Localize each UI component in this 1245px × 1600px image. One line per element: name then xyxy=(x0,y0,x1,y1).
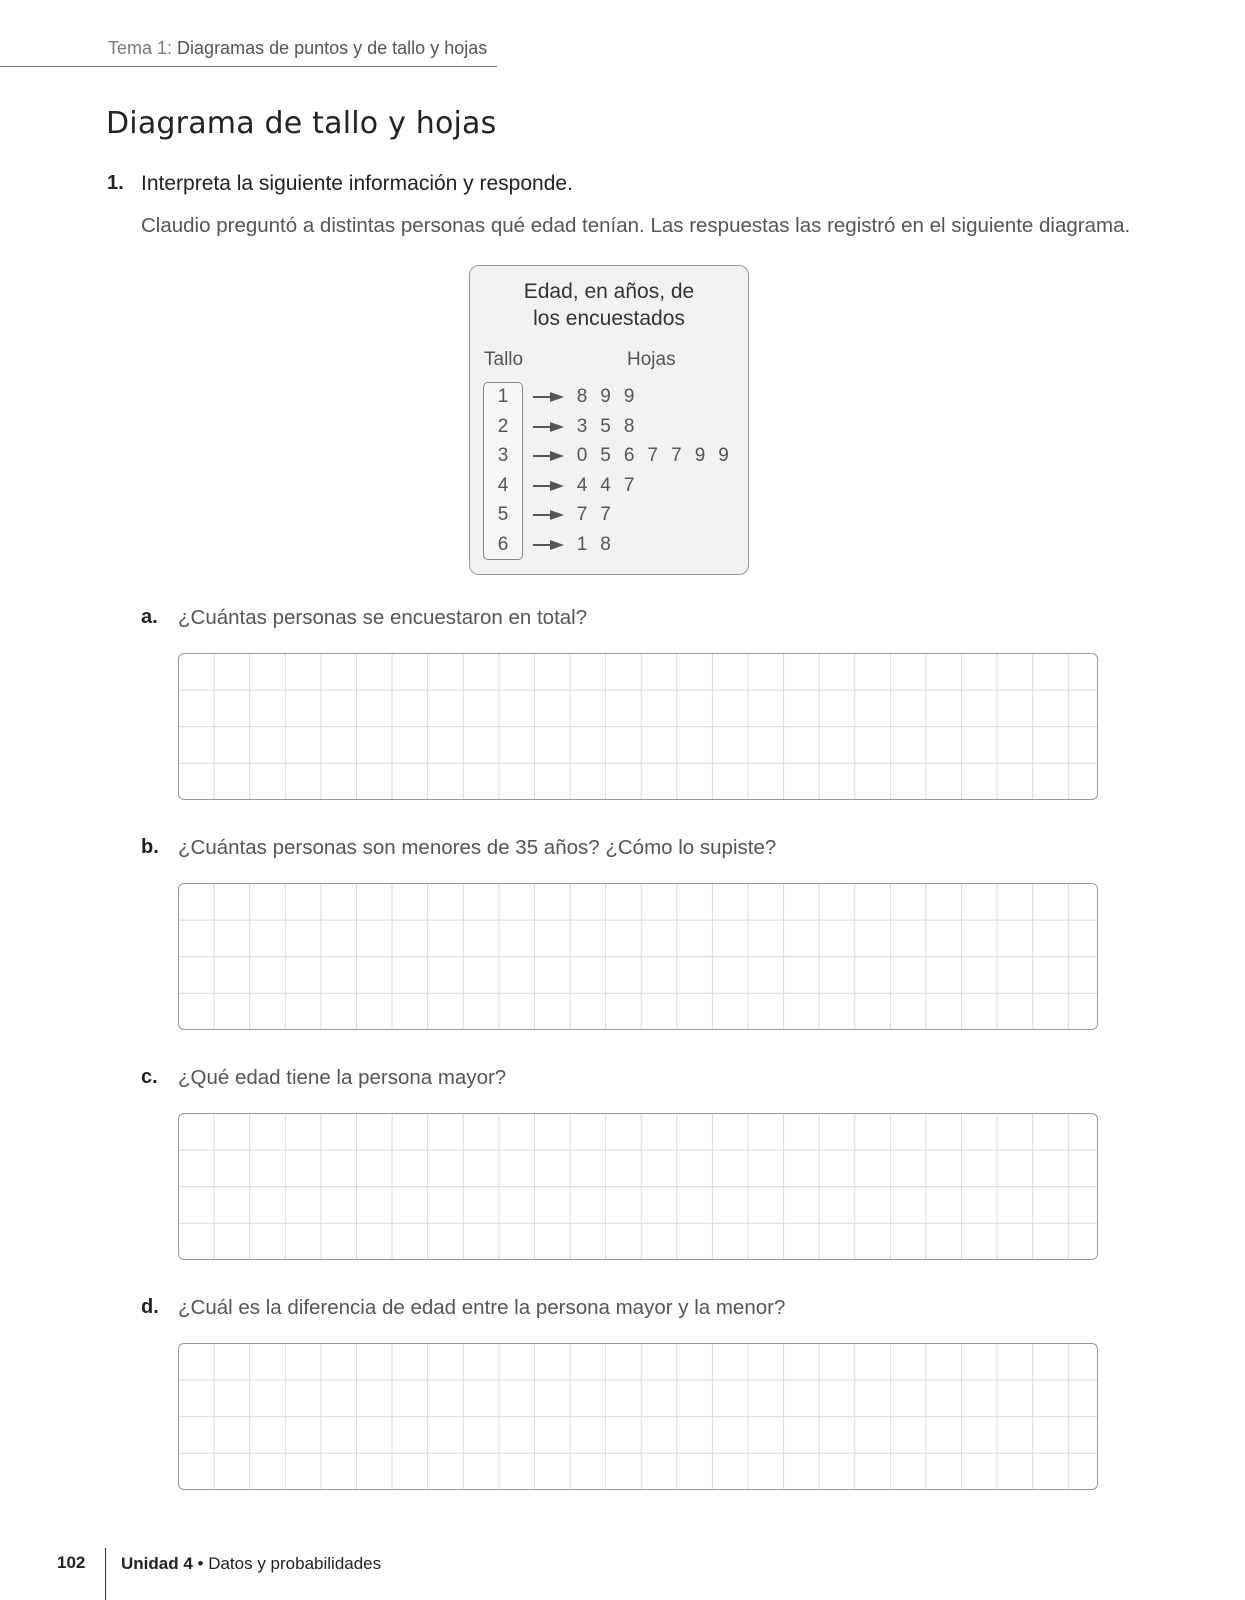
leaf-value: 0 xyxy=(576,445,588,467)
header-tema-label: Tema 1: xyxy=(108,38,173,58)
subquestion-letter: d. xyxy=(141,1296,159,1318)
leaf-value: 4 xyxy=(600,474,611,496)
leaf-value: 9 xyxy=(694,445,706,467)
footer-unit xyxy=(121,1554,381,1574)
footer-unit-title: Datos y probabilidades xyxy=(208,1554,382,1573)
stem-row xyxy=(470,412,748,442)
arrow-right-icon xyxy=(532,480,566,492)
arrow-right-icon xyxy=(532,391,566,403)
leaf-value: 4 xyxy=(576,474,588,496)
arrow-right-icon xyxy=(532,421,566,433)
leaf-value: 7 xyxy=(671,445,682,467)
diagram-title-line2: los encuestados xyxy=(533,307,685,330)
subquestion-letter: a. xyxy=(141,606,158,628)
subquestion-text: ¿Cuántas personas son menores de 35 años? ¿Cómo lo supiste? xyxy=(178,836,777,859)
running-header xyxy=(108,38,487,59)
leaf-value: 9 xyxy=(600,386,611,407)
subquestion-text: ¿Cuál es la diferencia de edad entre la persona mayor y la menor? xyxy=(178,1296,786,1319)
stem-value: 2 xyxy=(497,415,509,437)
diagram-title-line1: Edad, en años, de xyxy=(523,280,695,303)
leaf-value: 3 xyxy=(576,415,588,437)
question-instruction: Interpreta la siguiente información y responde. xyxy=(141,172,573,195)
leaf-value: 6 xyxy=(623,445,635,467)
stem-value: 4 xyxy=(497,474,509,496)
subquestion-text: ¿Qué edad tiene la persona mayor? xyxy=(178,1066,507,1089)
footer-divider xyxy=(105,1548,106,1600)
leaf-value: 7 xyxy=(600,504,611,526)
answer-grid[interactable] xyxy=(178,1113,1098,1260)
diagram-title xyxy=(470,278,748,332)
footer-unit-label: Unidad 4 xyxy=(121,1554,193,1573)
leaf-value: 1 xyxy=(576,534,588,555)
arrow-right-icon xyxy=(532,450,566,462)
answer-grid[interactable] xyxy=(178,653,1098,800)
leaf-value: 9 xyxy=(718,445,729,467)
stem-row xyxy=(470,441,748,471)
leaf-value: 5 xyxy=(600,445,611,467)
leaf-column-label: Hojas xyxy=(627,349,676,370)
stem-row xyxy=(470,530,748,560)
stem-column-label: Tallo xyxy=(484,349,524,370)
stem-value: 5 xyxy=(497,504,509,526)
stem-value: 3 xyxy=(497,445,509,467)
stem-row xyxy=(470,500,748,530)
leaf-value: 7 xyxy=(647,445,659,467)
subquestion-text: ¿Cuántas personas se encuestaron en total? xyxy=(178,606,588,629)
stem-row xyxy=(470,471,748,501)
answer-grid[interactable] xyxy=(178,883,1098,1030)
subquestion-letter: b. xyxy=(141,836,159,858)
stem-row xyxy=(470,382,748,412)
leaf-value: 9 xyxy=(623,386,635,407)
leaf-value: 8 xyxy=(600,534,611,555)
arrow-right-icon xyxy=(532,509,566,521)
stem-leaf-diagram xyxy=(469,265,749,575)
leaf-value: 7 xyxy=(576,504,588,526)
stem-value: 1 xyxy=(497,386,509,407)
leaf-value: 8 xyxy=(576,386,588,407)
question-context: Claudio preguntó a distintas personas qué edad tenían. Las respuestas las registró en el siguiente diagrama. xyxy=(141,214,1131,237)
section-title: Diagrama de tallo y hojas xyxy=(106,106,497,141)
page-number: 102 xyxy=(57,1553,86,1572)
header-divider xyxy=(0,66,497,67)
leaf-value: 5 xyxy=(600,415,611,437)
leaf-value: 8 xyxy=(623,415,635,437)
footer-unit-separator: • xyxy=(192,1554,209,1573)
arrow-right-icon xyxy=(532,539,566,551)
leaf-value: 7 xyxy=(623,474,635,496)
subquestion-letter: c. xyxy=(141,1066,158,1088)
question-number: 1. xyxy=(107,172,124,194)
answer-grid[interactable] xyxy=(178,1343,1098,1490)
header-tema-title: Diagramas de puntos y de tallo y hojas xyxy=(177,38,488,58)
stem-value: 6 xyxy=(497,534,509,555)
